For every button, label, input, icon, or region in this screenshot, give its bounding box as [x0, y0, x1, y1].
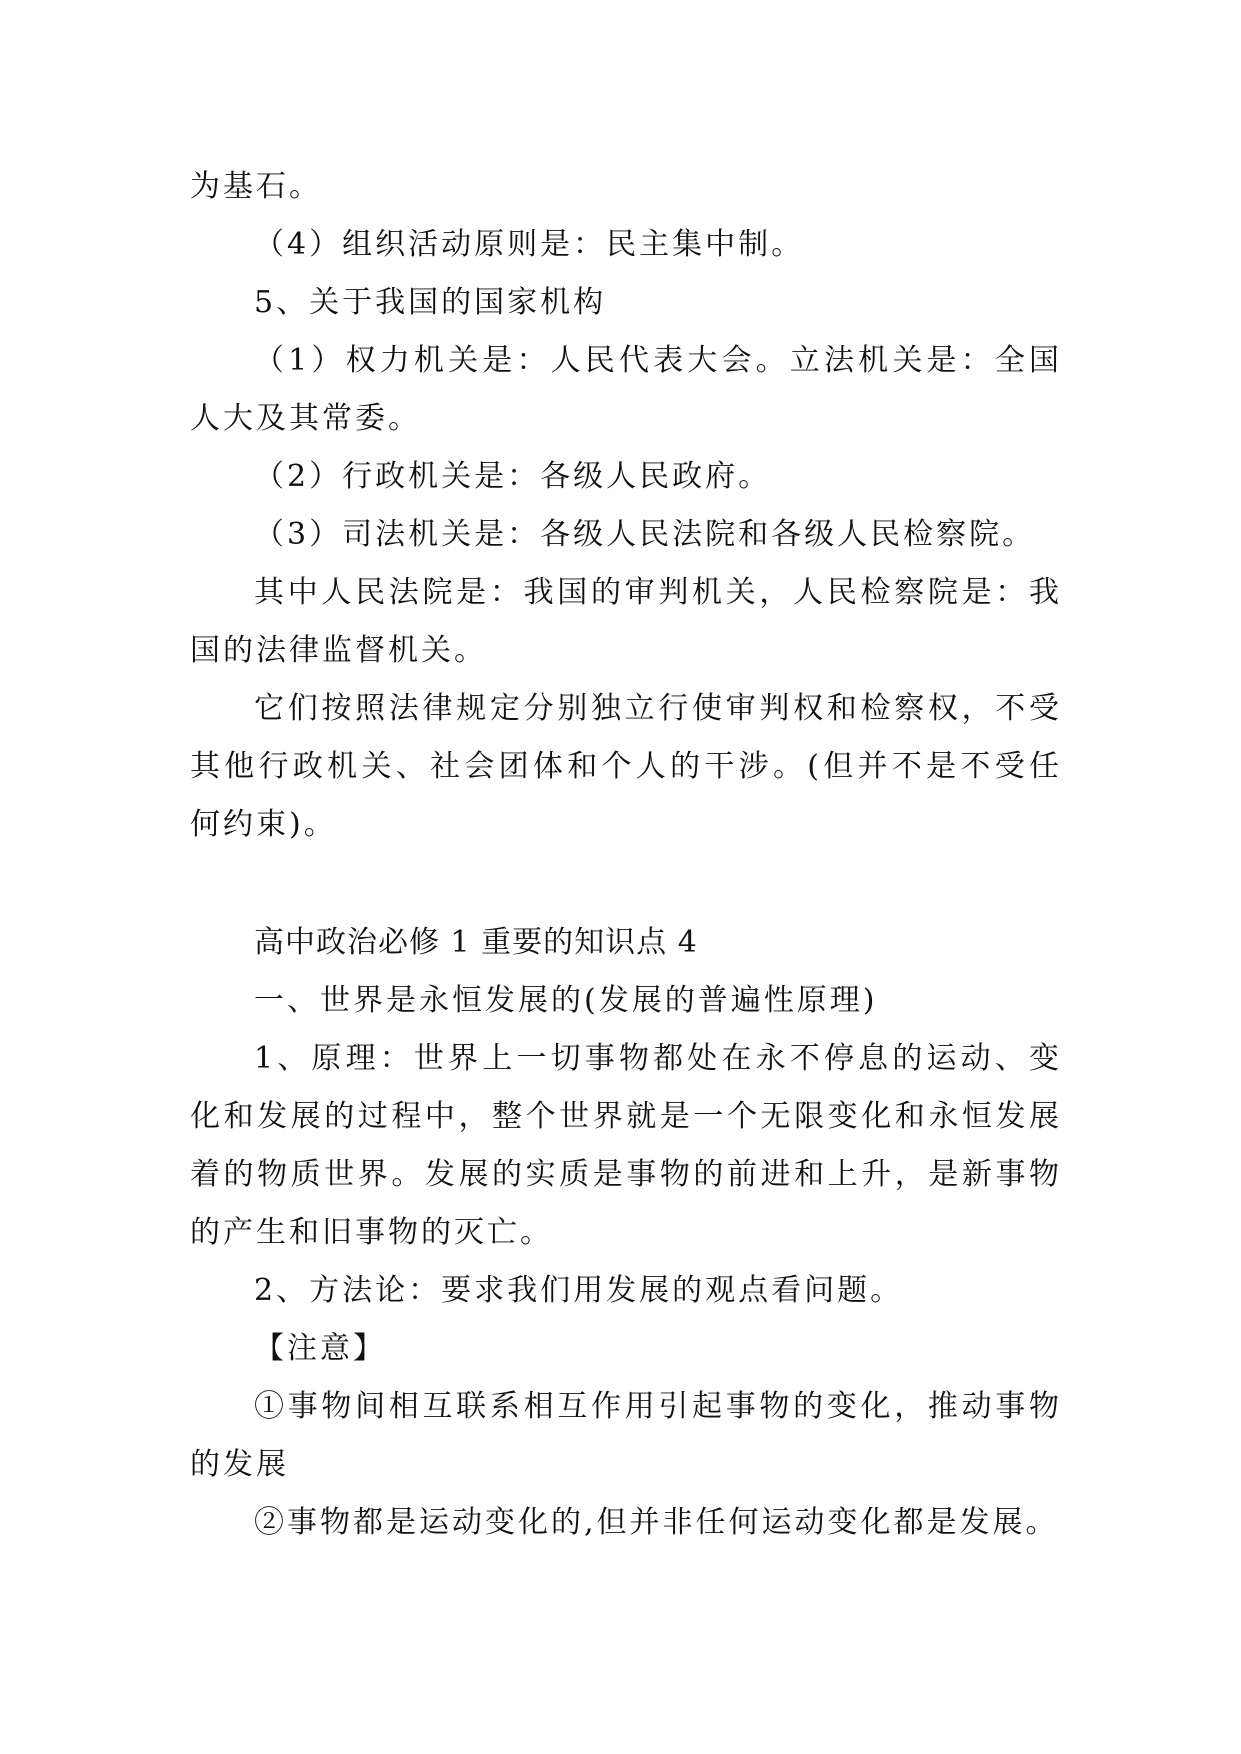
paragraph: 一、世界是永恒发展的(发展的普遍性原理) [254, 983, 878, 1018]
paragraph: 它们按照法律规定分别独立行使审判权和检察权，不受其他行政机关、社会团体和个人的干涉。(但并不是不受任何约束)。 [190, 691, 1062, 842]
paragraph: ②事物都是运动变化的,但并非任何运动变化都是发展。 [254, 1505, 1059, 1540]
paragraph: 为基石。 [190, 169, 322, 204]
paragraph: 其中人民法院是：我国的审判机关，人民检察院是：我国的法律监督机关。 [190, 575, 1062, 668]
paragraph: 5、关于我国的国家机构 [254, 285, 607, 320]
paragraph: （3）司法机关是：各级人民法院和各级人民检察院。 [254, 517, 1036, 552]
document-body [190, 158, 1062, 1552]
section-spacer [190, 854, 1062, 914]
paragraph: 2、方法论：要求我们用发展的观点看问题。 [254, 1273, 904, 1308]
paragraph: （4）组织活动原则是：民主集中制。 [254, 227, 805, 262]
paragraph: ①事物间相互联系相互作用引起事物的变化，推动事物的发展 [190, 1389, 1062, 1482]
paragraph: （2）行政机关是：各级人民政府。 [254, 459, 772, 494]
paragraph: 1、原理：世界上一切事物都处在永不停息的运动、变化和发展的过程中，整个世界就是一个无限变化和永恒发展着的物质世界。发展的实质是事物的前进和上升，是新事物的产生和旧事物的灭亡。 [190, 1041, 1062, 1250]
paragraph: （1）权力机关是：人民代表大会。立法机关是：全国人大及其常委。 [190, 343, 1062, 436]
section-title: 高中政治必修 1 重要的知识点 4 [254, 925, 698, 960]
paragraph: 【注意】 [254, 1331, 386, 1366]
